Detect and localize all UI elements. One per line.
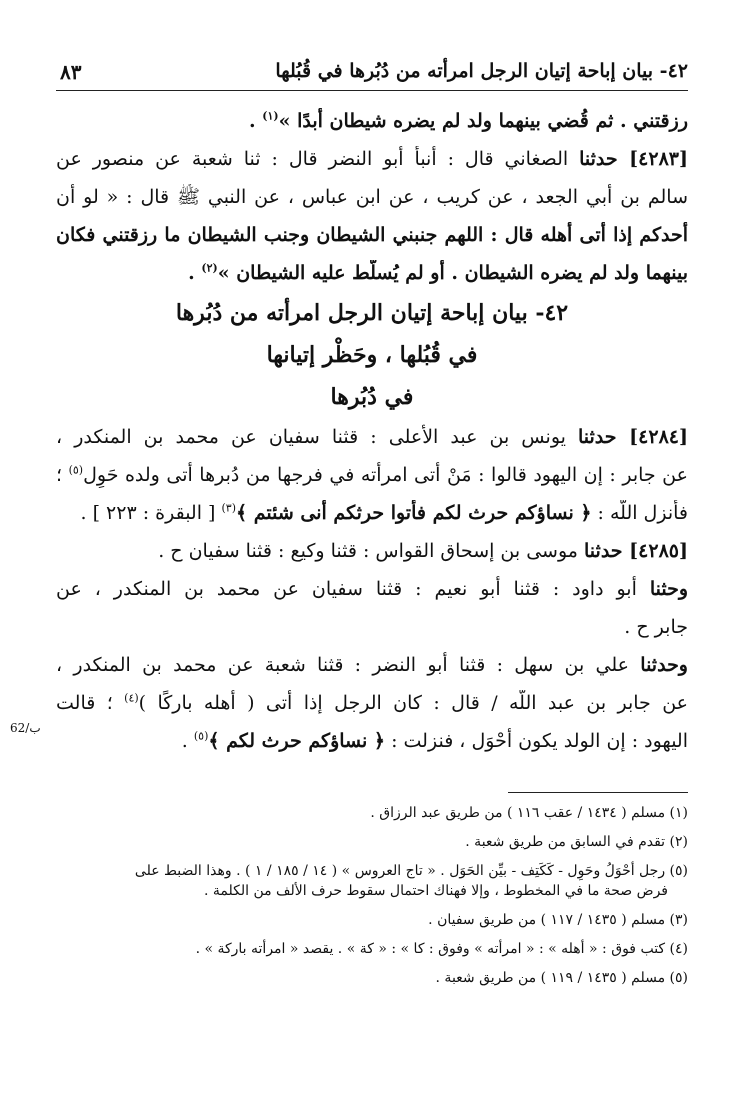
footnote-ref: (٥) bbox=[68, 463, 84, 477]
punctuation: . bbox=[181, 730, 194, 752]
footnote-ref: (٢) bbox=[201, 261, 218, 275]
chain-3-line-2 bbox=[56, 690, 688, 716]
isnad-text: الصغاني قال : أنبأ أبو النضر قال : ثنا شعبة عن منصور عن bbox=[56, 148, 580, 170]
chain-3-line-1 bbox=[56, 652, 688, 678]
hadith-4284-line-1 bbox=[56, 424, 688, 450]
footnote-ref: (١) bbox=[262, 109, 279, 123]
hadith-number: [٤٢٨٣] bbox=[629, 148, 688, 170]
footnote-ref: (٥) bbox=[193, 729, 209, 743]
isnad-text: سالم بن أبي الجعد ، عن كريب ، عن ابن عباس ، عن النبي ﷺ قال : « لو أن bbox=[56, 186, 688, 208]
hadith-number: [٤٢٨٥] bbox=[629, 540, 688, 562]
narration-lead: وحثنا bbox=[649, 578, 688, 600]
narration-lead: حدثنا bbox=[584, 540, 630, 562]
hadith-4283-line-1 bbox=[56, 146, 688, 172]
narration-lead: حدثنا bbox=[577, 426, 630, 448]
isnad-text: موسى بن إسحاق القواس : قثنا وكيع : قثنا سفيان ح . bbox=[158, 540, 585, 562]
chapter-heading-line-1: ٤٢- بيان إباحة إتيان الرجل امرأته من دُبُرها bbox=[175, 300, 569, 326]
matn-text: بينهما ولد لم يضره الشيطان . أو لم يُسلَّط عليه الشيطان » bbox=[217, 262, 688, 284]
running-title: ٤٢- بيان إباحة إتيان الرجل امرأته من دُبُرها في قُبُلها bbox=[275, 60, 688, 82]
narration-lead: وحدثنا bbox=[640, 654, 688, 676]
chapter-heading-line-2: في قُبُلها ، وحَظْر إتيانها bbox=[266, 342, 478, 368]
footnote: (٣) مسلم ( ١٤٣٥ / ١١٧ ) من طريق سفيان . bbox=[428, 912, 688, 928]
footnote: (٤) كتب فوق : « أهله » : « امرأته » وفوق : كا » : « كة » . يقصد « امرأته باركة » . bbox=[195, 941, 688, 957]
matn-text: فأنزل اللَّه : bbox=[591, 502, 688, 524]
punctuation: . bbox=[188, 262, 202, 284]
footnote-line: فرض صحة ما في المخطوط ، وإلا فهناك احتمال سقوط حرف الألف من الكلمة . bbox=[203, 883, 668, 899]
footnote-ref: (٤) bbox=[124, 691, 139, 705]
hadith-4283-line-3 bbox=[56, 222, 688, 248]
text-line bbox=[56, 108, 688, 134]
footnote-line: (٥) رجل أَحْوَلُ وحَوِل - كَكَتِف - بيِّن الحَوَل . « تاج العروس » ( ١٤ / ١٨٥ / ١ ) . وهذا الضبط على bbox=[134, 863, 688, 879]
matn-text: عن جابر بن عبد اللَّه / قال : كان الرجل إذا أتى ( أهله باركًا ) bbox=[138, 692, 688, 714]
footnote-ref: (٣) bbox=[221, 501, 237, 515]
running-header bbox=[56, 56, 688, 91]
isnad-text: أبو داود : قثنا أبو نعيم : قثنا سفيان عن محمد بن المنكدر ، عن bbox=[56, 578, 650, 600]
matn-text: ؛ قالت bbox=[56, 692, 125, 714]
footnote-separator bbox=[508, 792, 688, 793]
manuscript-folio-marker: 62/ب bbox=[10, 721, 41, 735]
page-number: ٨٣ bbox=[60, 60, 82, 84]
chapter-heading-line-3: في دُبُرها bbox=[330, 384, 414, 410]
footnote: (٥) مسلم ( ١٤٣٥ / ١١٩ ) من طريق شعبة . bbox=[435, 970, 688, 986]
main-text bbox=[56, 108, 688, 766]
hadith-4284-line-3 bbox=[56, 500, 688, 526]
isnad-text: علي بن سهل : قثنا أبو النضر : قثنا شعبة عن محمد بن المنكدر ، bbox=[56, 654, 641, 676]
matn-text: اليهود : إن الولد يكون أَحْوَل ، فنزلت : bbox=[385, 730, 688, 752]
chain-2-line-1 bbox=[56, 576, 688, 602]
matn-text: عن جابر : إن اليهود قالوا : مَنْ أتى امرأته في فرجها من دُبرها أتى ولده حَوِل bbox=[83, 464, 688, 486]
isnad-text: يونس بن عبد الأعلى : قثنا سفيان عن محمد بن المنكدر ، bbox=[56, 426, 578, 448]
footnote bbox=[56, 861, 688, 901]
matn-text: أحدكم إذا أتى أهله قال : اللهم جنبني الشيطان وجنب الشيطان ما رزقتني فكان bbox=[56, 224, 688, 246]
quran-verse: ﴿ نساؤكم حرث لكم ﴾ bbox=[208, 730, 386, 752]
verse-citation: [ البقرة : ٢٢٣ ] . bbox=[80, 502, 222, 524]
chain-2-line-2 bbox=[56, 614, 688, 640]
narration-lead: حدثنا bbox=[579, 148, 630, 170]
hadith-number: [٤٢٨٤] bbox=[629, 426, 688, 448]
punctuation: . bbox=[249, 110, 263, 132]
hadith-4283-line-2 bbox=[56, 184, 688, 210]
hadith-4284-line-2 bbox=[56, 462, 688, 488]
footnotes bbox=[56, 803, 688, 997]
quran-verse: ﴿ نساؤكم حرث لكم فأتوا حرثكم أنى شئتم ﴾ bbox=[236, 502, 592, 524]
bold-text: رزقتني . ثم قُضي بينهما ولد لم يضره شيطان أبدًا » bbox=[278, 110, 688, 132]
isnad-text: جابر ح . bbox=[624, 616, 688, 638]
punctuation: ؛ bbox=[56, 464, 69, 486]
hadith-4285-line-1 bbox=[56, 538, 688, 564]
footnote: (١) مسلم ( ١٤٣٤ / عقب ١١٦ ) من طريق عبد الرزاق . bbox=[370, 805, 688, 821]
chain-3-line-3 bbox=[56, 728, 688, 754]
hadith-4283-line-4 bbox=[56, 260, 688, 286]
footnote: (٢) تقدم في السابق من طريق شعبة . bbox=[465, 834, 688, 850]
